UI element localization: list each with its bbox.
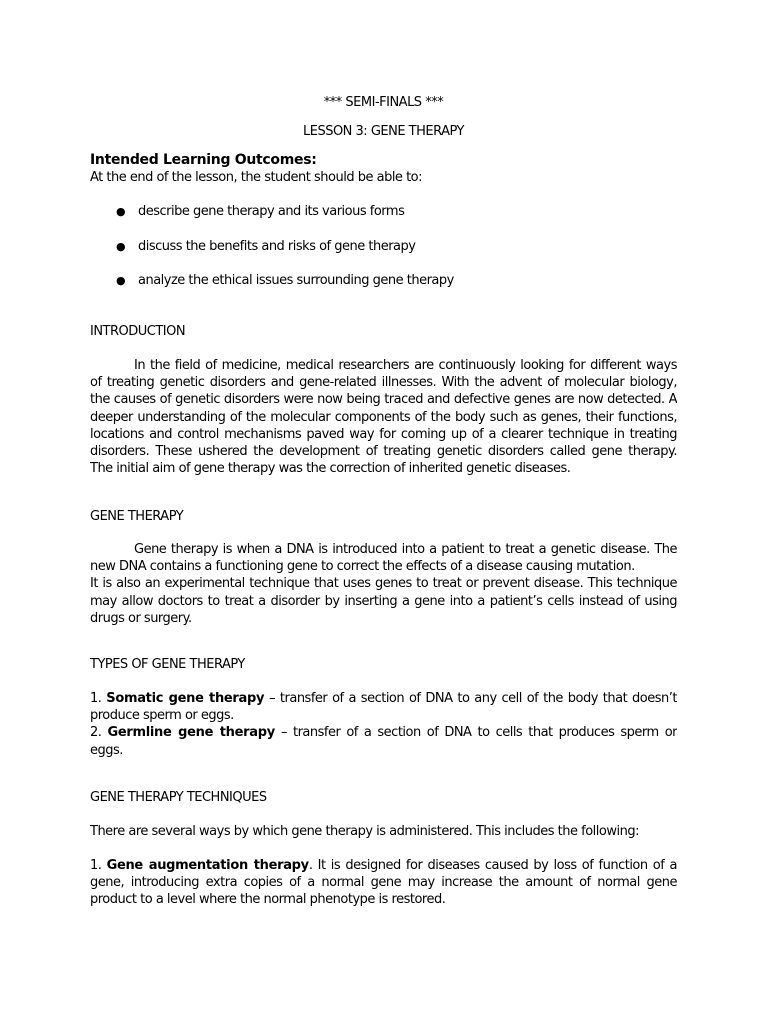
techniques-intro: There are several ways by which gene therapy is administered. This includes the following: <box>90 824 639 839</box>
item-term: Germline gene therapy <box>107 725 275 741</box>
techniques-heading: GENE THERAPY TECHNIQUES <box>90 790 267 805</box>
list-item <box>116 203 454 238</box>
outcome-text: analyze the ethical issues surrounding gene therapy <box>138 273 454 288</box>
item-number: 1. <box>90 858 102 873</box>
item-term: Gene augmentation therapy <box>106 858 309 873</box>
item-number: 2. <box>90 725 102 741</box>
item-continuation: eggs. <box>90 742 123 758</box>
bullet-icon: ● <box>116 274 126 287</box>
outcome-text: describe gene therapy and its various forms <box>138 204 405 219</box>
types-heading: TYPES OF GENE THERAPY <box>90 657 245 672</box>
list-item <box>116 238 454 273</box>
paragraph-line: locations and control mechanisms paved way for coming up of a clearer technique in treating <box>90 426 677 442</box>
item-continuation: produce sperm or eggs. <box>90 708 234 724</box>
item-text: – transfer of a section of DNA to cells that produces sperm or <box>280 725 677 741</box>
bullet-icon: ● <box>116 239 126 253</box>
paragraph-line: Gene therapy is when a DNA is introduced into a patient to treat a genetic disease. The <box>134 542 677 557</box>
bullet-icon: ● <box>116 205 126 218</box>
item-continuation: product to a level where the normal phenotype is restored. <box>90 892 446 908</box>
paragraph-line: of treating genetic disorders and gene-related illnesses. With the advent of molecular biology, <box>90 375 677 391</box>
paragraph-line: the causes of genetic disorders were now being traced and defective genes are now detected. A <box>90 392 677 408</box>
paragraph-line: disorders. These ushered the development of treating genetic disorders called gene therapy. <box>90 444 677 460</box>
item-text: . It is designed for diseases caused by loss of function of a <box>308 858 677 873</box>
item-continuation: gene, introducing extra copies of a normal gene may increase the amount of normal gene <box>90 875 677 891</box>
list-item <box>90 724 677 741</box>
list-item <box>90 690 677 707</box>
types-list <box>90 690 677 759</box>
item-number: 1. <box>90 691 102 706</box>
paragraph-line: In the field of medicine, medical researchers are continuously looking for different ways <box>134 358 677 373</box>
gene-therapy-heading: GENE THERAPY <box>90 509 184 524</box>
document-page <box>90 0 677 1024</box>
list-item <box>116 272 454 307</box>
list-item <box>90 857 677 874</box>
paragraph-line: new DNA contains a functioning gene to correct the effects of a disease causing mutation. <box>90 559 635 575</box>
introduction-heading: INTRODUCTION <box>90 324 186 339</box>
paragraph-line: The initial aim of gene therapy was the correction of inherited genetic diseases. <box>90 461 571 477</box>
paragraph-line: drugs or surgery. <box>90 610 192 626</box>
lesson-title: LESSON 3: GENE THERAPY <box>302 124 464 139</box>
learning-outcomes-list <box>116 203 454 307</box>
techniques-list <box>90 857 677 909</box>
gene-therapy-paragraph <box>90 541 677 627</box>
outcome-text: discuss the benefits and risks of gene therapy <box>138 238 416 254</box>
paragraph-line: It is also an experimental technique that uses genes to treat or prevent disease. This technique <box>90 576 677 592</box>
introduction-paragraph <box>90 357 677 477</box>
semi-finals-title: *** SEMI-FINALS *** <box>323 95 444 110</box>
item-text: – transfer of a section of DNA to any cell of the body that doesn’t <box>269 691 677 706</box>
learning-outcomes-intro: At the end of the lesson, the student should be able to: <box>90 170 422 185</box>
learning-outcomes-heading: Intended Learning Outcomes: <box>90 152 317 168</box>
paragraph-line: may allow doctors to treat a disorder by inserting a gene into a patient’s cells instead of using <box>90 593 677 609</box>
paragraph-line: deeper understanding of the molecular components of the body such as genes, their functions, <box>90 409 677 425</box>
item-term: Somatic gene therapy <box>106 691 265 706</box>
